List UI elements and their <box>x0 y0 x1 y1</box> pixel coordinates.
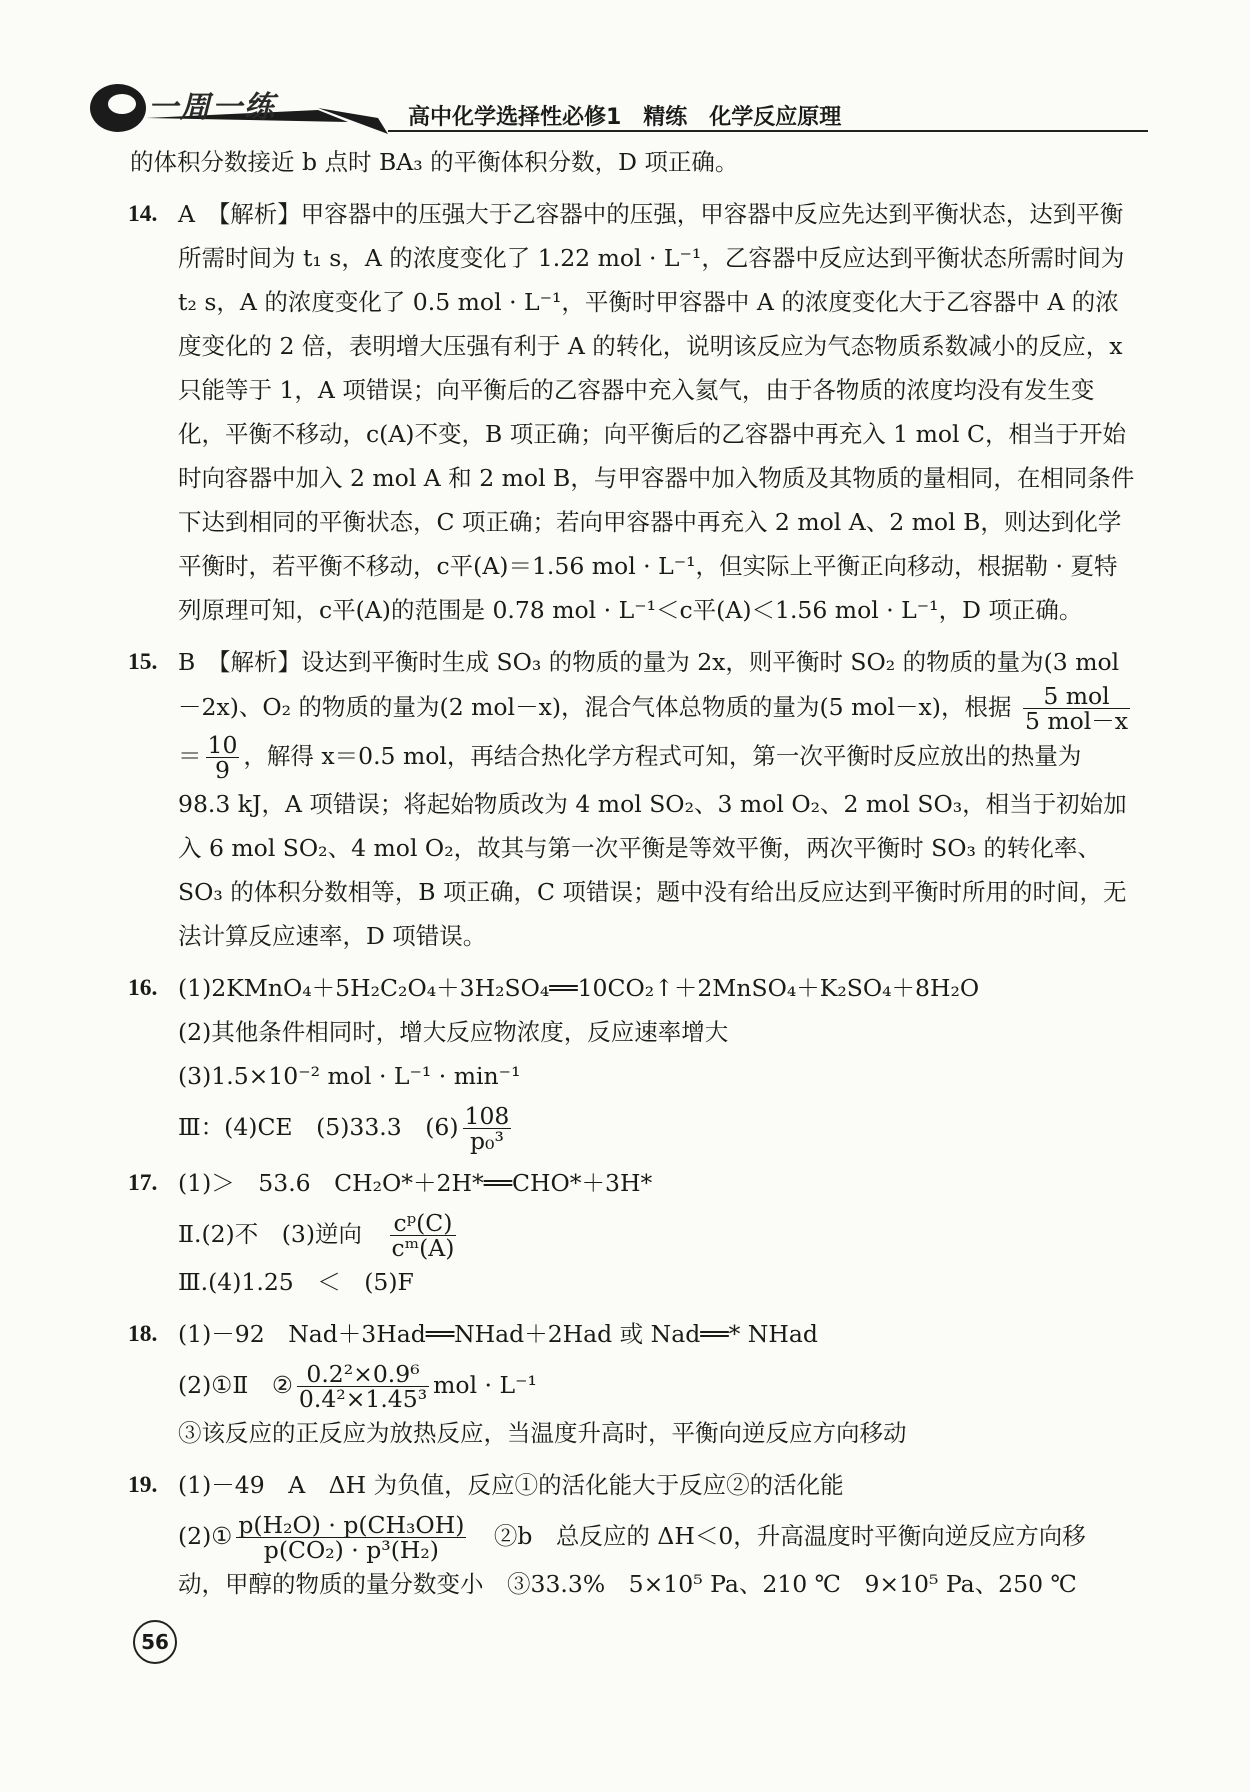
brand-title: 一周一练 <box>148 90 276 125</box>
fraction-denominator: 9 <box>206 757 240 782</box>
answer-line: (2)其他条件相同时，增大反应物浓度，反应速率增大 <box>178 1018 729 1046</box>
question-17 <box>130 1161 1140 1304</box>
answer-line: ③该反应的正反应为放热反应，当温度升高时，平衡向逆反应方向移动 <box>178 1419 907 1447</box>
fraction <box>236 1513 466 1562</box>
answer-line: (1)2KMnO₄＋5H₂C₂O₄＋3H₂SO₄══10CO₂↑＋2MnSO₄＋K₂SO₄＋8H₂O <box>178 974 980 1002</box>
fraction <box>463 1104 512 1153</box>
answer-text: A 【解析】甲容器中的压强大于乙容器中的压强，甲容器中反应先达到平衡状态，达到平衡所需时间为 t₁ s，A 的浓度变化了 1.22 mol · L⁻¹，乙容器中反应达到平衡状态所需时间为 t₂ s，A 的浓度变化了 0.5 mol · L⁻¹，平衡时甲容器中 A 的浓度变化大于乙容器中 A 的浓度变化的 2 倍，表明增大压强有利于 A 的转化，说明该反应为气态物质系数减小的反应，x 只能等于 1，A 项错误；向平衡后的乙容器中充入氦气，由于各物质的浓度均没有发生变化，平衡不移动，c(A)不变，B 项正确；向平衡后的乙容器中再充入 1 mol C，相当于开始时向容器中加入 2 mol A 和 2 mol B，与甲容器中加入物质及其物质的量相同，在相同条件下达到相同的平衡状态，C 项正确；若向甲容器中再充入 2 mol A、2 mol B，则达到化学平衡时，若平衡不移动，c平(A)＝1.56 mol · L⁻¹，但实际上平衡正向移动，根据勒 · 夏特列原理可知，c平(A)的范围是 0.78 mol · L⁻¹＜c平(A)＜1.56 mol · L⁻¹，D 项正确。 <box>178 200 1135 624</box>
fraction-numerator: 5 mol <box>1043 682 1110 710</box>
question-16 <box>130 966 1140 1153</box>
question-14 <box>130 192 1140 632</box>
question-19 <box>130 1463 1140 1606</box>
question-number: 19. <box>128 1472 158 1498</box>
answer-line: (3)1.5×10⁻² mol · L⁻¹ · min⁻¹ <box>178 1062 521 1090</box>
answer-line <box>178 1362 1140 1411</box>
fraction <box>390 1211 457 1260</box>
answer-text-part: Ⅲ：(4)CE (5)33.3 (6) <box>178 1113 459 1141</box>
page-number: 56 <box>133 1620 177 1664</box>
answer-line <box>178 1513 1140 1562</box>
answer-line: Ⅲ.(4)1.25 ＜ (5)F <box>178 1268 414 1296</box>
question-number: 18. <box>128 1321 158 1347</box>
answer-line: (1)－49 A ΔH 为负值，反应①的活化能大于反应②的活化能 <box>178 1471 844 1499</box>
fraction-denominator: 5 mol－x <box>1024 707 1129 735</box>
question-18 <box>130 1312 1140 1455</box>
answer-text-part: ，解得 x＝0.5 mol，再结合热化学方程式可知，第一次平衡时反应放出的热量为 98.3 kJ，A 项错误；将起始物质改为 4 mol SO₂、3 mol O₂、2 mol SO₃，相当于初始加入 6 mol SO₂、4 mol O₂，故其与第一次平衡是等效平衡，两次平衡时 SO₃ 的转化率、SO₃ 的体积分数相等，B 项正确，C 项错误；题中没有给出反应达到平衡时所用的时间，无法计算反应速率，D 项错误。 <box>178 742 1127 950</box>
fraction-numerator: p(H₂O) · p(CH₃OH) <box>238 1511 465 1539</box>
fraction-numerator: 10 <box>207 731 238 759</box>
fraction <box>206 733 240 782</box>
book-subtitle: 高中化学选择性必修1 精练 化学反应原理 <box>408 105 842 130</box>
question-number: 16. <box>128 975 158 1001</box>
answer-line <box>178 1211 1140 1260</box>
answer-text-part: Ⅱ.(2)不 (3)逆向 <box>178 1220 386 1248</box>
answer-text-part: (2)① <box>178 1522 233 1550</box>
question-15 <box>130 640 1140 958</box>
answer-text <box>178 640 1140 958</box>
fraction-denominator: p(CO₂) · p³(H₂) <box>236 1537 466 1562</box>
answer-line: (1)－92 Nad＋3Had══NHad＋2Had 或 Nad══* NHad <box>178 1320 818 1348</box>
answer-line: 动，甲醇的物质的量分数变小 ③33.3% 5×10⁵ Pa、210 ℃ 9×10⁵ Pa、250 ℃ <box>178 1570 1077 1598</box>
fraction-denominator: 0.4²×1.45³ <box>298 1385 428 1413</box>
fraction-denominator: cᵐ(A) <box>391 1234 455 1262</box>
intro-text: 的体积分数接近 b 点时 BA₃ 的平衡体积分数，D 项正确。 <box>130 148 739 176</box>
answer-line: (1)＞ 53.6 CH₂O*＋2H*══CHO*＋3H* <box>178 1169 653 1197</box>
unit-text: mol · L⁻¹ <box>433 1371 537 1399</box>
fraction-numerator: 108 <box>464 1102 510 1130</box>
fraction-numerator: 0.2²×0.9⁶ <box>306 1360 420 1388</box>
equals-sign: ＝ <box>178 742 202 770</box>
answer-text-part: B 【解析】设达到平衡时生成 SO₃ 的物质的量为 2x，则平衡时 SO₂ 的物质的量为(3 mol－2x)、O₂ 的物质的量为(2 mol－x)，混合气体总物质的量为(5 mol－x)，根据 <box>178 648 1120 721</box>
fraction-numerator: cᵖ(C) <box>393 1209 453 1237</box>
page-header <box>88 78 1148 138</box>
fraction-denominator: p₀³ <box>463 1128 512 1153</box>
question-number: 15. <box>128 649 158 675</box>
answer-text-part: ②b 总反应的 ΔH＜0，升高温度时平衡向逆反应方向移 <box>470 1522 1086 1550</box>
answer-line <box>178 1104 1140 1153</box>
answer-text-part: (2)①Ⅱ ② <box>178 1371 293 1399</box>
answer-content <box>130 140 1140 1606</box>
header-rule <box>388 130 1148 132</box>
question-number: 17. <box>128 1170 158 1196</box>
fraction <box>1023 684 1130 733</box>
question-number: 14. <box>128 201 158 227</box>
fraction <box>297 1362 429 1411</box>
